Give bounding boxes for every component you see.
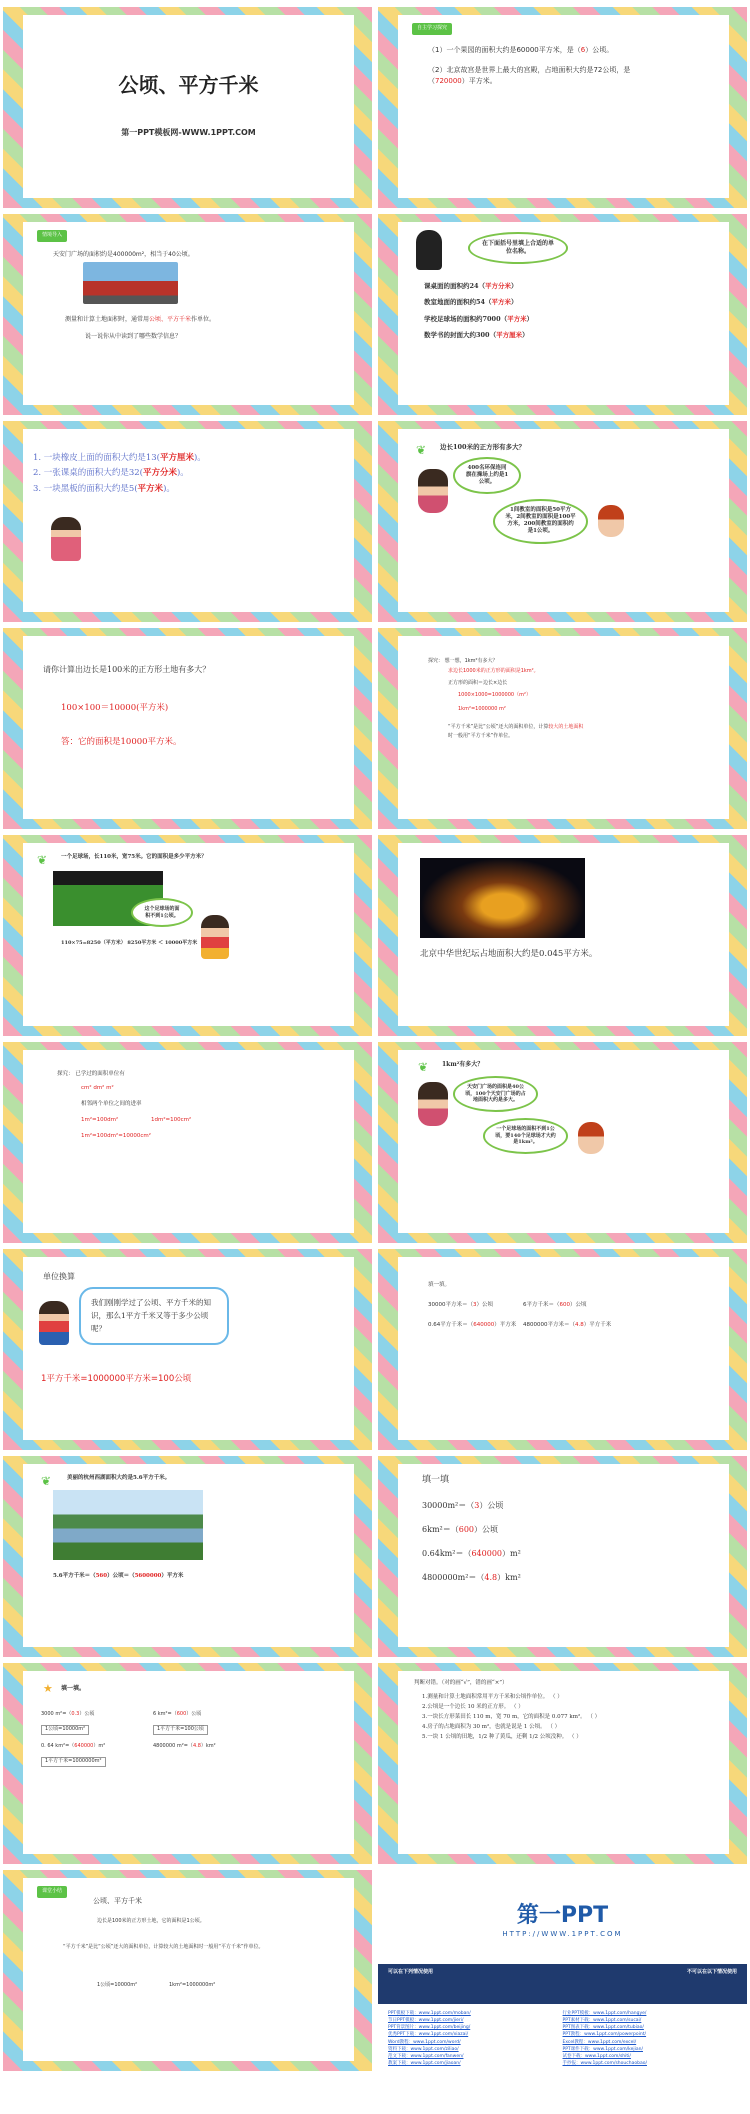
unit-item: 教室地面的面积约54（平方米） xyxy=(424,298,518,307)
rate-1: 1m²=100dm² xyxy=(81,1117,119,1123)
slide-7-content xyxy=(23,636,354,819)
boy-bubble: 一个足球场的面积不到1公顷，要140个足球场才大约是1km²。 xyxy=(483,1118,568,1154)
unit-list xyxy=(424,278,533,343)
speech-bubble: 我们刚刚学过了公顷、平方千米的知识，那么1平方千米又等于多少公顷呢？ xyxy=(79,1287,229,1345)
girl-character xyxy=(201,915,229,959)
slide-14-content xyxy=(398,1257,729,1440)
slide-13-content xyxy=(23,1257,354,1440)
question-1: （1）一个果园的面积大约是60000平方米，是（6）公顷。 xyxy=(428,46,614,54)
slide-12-content xyxy=(398,1050,729,1233)
hint-box: 1公顷=10000m² xyxy=(41,1725,89,1735)
answer: 答：它的面积是10000平方米。 xyxy=(61,737,182,747)
conversion: 5.6平方千米＝（560）公顷＝（5600000）平方米 xyxy=(53,1573,184,1579)
units: cm² dm² m² xyxy=(81,1085,114,1091)
leaf-icon: ❦ xyxy=(418,1060,429,1074)
line-5: 1km²=1000000 m² xyxy=(458,706,506,712)
girl-character xyxy=(51,517,81,561)
summary-4: 1km²=1000000m² xyxy=(169,1982,216,1988)
resource-link[interactable]: 试卷下载：www.1ppt.com/shiti/ xyxy=(562,2053,631,2059)
line-7: 时一般用“平方千米”作单位。 xyxy=(448,733,514,739)
judge-item: 1.测量和计算土地面积常用平方千米和公顷作单位。 （ ） xyxy=(422,1694,563,1700)
leaf-icon: ❦ xyxy=(37,853,48,867)
slide-1[interactable] xyxy=(3,7,372,208)
line-6: “平方千米”是比“公顷”还大的面积单位，计算较大的土地面积 xyxy=(448,724,584,730)
girl-character xyxy=(418,469,448,513)
summary-3: 1公顷=10000m² xyxy=(97,1982,138,1988)
fill-item: 0.64km²＝（640000）m² xyxy=(422,1549,521,1558)
resource-link[interactable]: PPT课件下载：www.1ppt.com/kejian/ xyxy=(562,2046,643,2052)
slide-19[interactable] xyxy=(3,1870,372,2071)
question: 1km²有多大？ xyxy=(442,1061,484,1068)
unit-item: 数学书的封面大约300（平方厘米） xyxy=(424,330,529,339)
hint-box: 1平方千米=100公顷 xyxy=(153,1725,208,1735)
brand-url[interactable]: HTTP://WWW.1PPT.COM xyxy=(502,1930,623,1938)
slide-16[interactable] xyxy=(378,1456,747,1657)
slide-20[interactable] xyxy=(378,1870,747,2071)
slide-title: 美丽的杭州西湖面积大约是5.6平方千米。 xyxy=(67,1475,171,1481)
exercise-item: 1. 一块橡皮上面的面积大约是13(平方厘米)。 xyxy=(33,453,206,463)
leaf-icon: ❦ xyxy=(416,443,427,457)
fill-item: 6 km²=（600）公顷 xyxy=(153,1711,202,1717)
leaf-icon: ❦ xyxy=(41,1474,52,1488)
line-1: 探究： 想一想，1km²有多大？ xyxy=(428,658,498,664)
slide-10[interactable] xyxy=(378,835,747,1036)
slide-6[interactable] xyxy=(378,421,747,622)
slide-4[interactable] xyxy=(378,214,747,415)
slide-1-content xyxy=(23,15,354,198)
exercise-list xyxy=(33,451,206,497)
question: 边长100米的正方形有多大？ xyxy=(440,443,526,451)
calculation: 100×100＝10000(平方米) xyxy=(61,703,169,713)
tiananmen-photo xyxy=(83,262,178,304)
slide-17-content xyxy=(23,1671,354,1854)
slide-15-content xyxy=(23,1464,354,1647)
slide-subtitle: 第一PPT模板网-WWW.1PPT.COM xyxy=(121,128,256,137)
description: 北京中华世纪坛占地面积大约是0.045平方米。 xyxy=(420,949,598,959)
slide-2[interactable] xyxy=(378,7,747,208)
line-2: 求边长1000米的正方形的面积是1km²。 xyxy=(448,668,539,674)
slide-14[interactable] xyxy=(378,1249,747,1450)
slide-title: 单位换算 xyxy=(43,1272,75,1281)
slide-15[interactable] xyxy=(3,1456,372,1657)
slide-title: 公顷、平方千米 xyxy=(118,73,259,97)
fill-item: 4800000平方米＝（4.8）平方千米 xyxy=(523,1322,612,1328)
resource-link[interactable]: 行业PPT模板：www.1ppt.com/hangye/ xyxy=(562,2011,647,2016)
slide-9-content xyxy=(23,843,354,1026)
exercise-item: 3. 一块黑板的面积大约是5(平方米)。 xyxy=(33,483,175,494)
judge-item: 3.一块长方形菜田长 110 m，宽 70 m，它的面积是 0.077 km²。 （ ） xyxy=(422,1713,601,1720)
line-3: 正方形的面积＝边长×边长 xyxy=(448,680,508,686)
summary-2: “平方千米”是比“公顷”还大的面积单位，计算较大的土地面积时一般用“平方千米”作单位。 xyxy=(63,1944,264,1950)
section-tag: 自主学习探究 xyxy=(412,23,452,35)
fill-item: 4800000 m²=（4.8）km² xyxy=(153,1743,216,1749)
fill-item: 6km²＝（600）公顷 xyxy=(422,1525,499,1534)
line-4: 1000×1000=1000000（m²） xyxy=(458,692,531,698)
judge-item: 5.一块 1 公顷的田地，1/2 种了黄瓜，还剩 1/2 公顷没种。 （ ） xyxy=(422,1733,582,1740)
slide-title: 判断对错。（对的画“√”，错的画“×”） xyxy=(414,1680,508,1686)
slide-17[interactable] xyxy=(3,1663,372,1864)
slide-9[interactable] xyxy=(3,835,372,1036)
slide-11[interactable] xyxy=(3,1042,372,1243)
slide-19-content xyxy=(23,1878,354,2061)
resource-link[interactable]: 资料下载：www.1ppt.com/ziliao/ xyxy=(388,2046,459,2052)
west-lake-photo xyxy=(53,1490,203,1560)
slide-10-content xyxy=(398,843,729,1026)
fill-item: 4800000m²＝（4.8）km² xyxy=(422,1573,521,1582)
slide-7[interactable] xyxy=(3,628,372,829)
fill-item: 6平方千米＝（600）公顷 xyxy=(523,1302,587,1308)
slide-6-content xyxy=(398,429,729,612)
judge-item: 4.房子的占地面积为 30 m²，也就是说是 1 公顷。 （ ） xyxy=(422,1723,561,1730)
boy-character xyxy=(598,505,624,537)
rate-2: 1dm²=100cm² xyxy=(151,1117,192,1123)
girl-character xyxy=(418,1082,448,1126)
exercise-item: 2. 一张课桌的面积大约是32(平方分米)。 xyxy=(33,468,189,479)
resource-link[interactable]: 手抄报：www.1ppt.com/shouchaobao/ xyxy=(562,2060,647,2066)
judge-item: 2.公顷是一个边长 10 米的正方形。 （ ） xyxy=(422,1703,524,1710)
fill-item: 0.64平方千米＝（640000）平方米 xyxy=(428,1322,517,1328)
rate-3: 1m²=100dm²=10000cm² xyxy=(81,1133,151,1139)
boy-bubble: 1间教室的面积是50平方米，2间教室的面积是100平方米，200间教室的面积约是1公顷。 xyxy=(493,499,588,544)
girl-bubble: 400名环保连同旗在操场上约是1公顷。 xyxy=(453,457,521,494)
paragraph-2: 测量和计算土地面积时，通常用公顷、平方千米作单位。 xyxy=(65,316,216,323)
slide-title: 填一填。 xyxy=(428,1282,451,1288)
slide-12[interactable] xyxy=(378,1042,747,1243)
line-1: 探究： 已学过的面积单位有 xyxy=(57,1071,125,1077)
resource-link[interactable]: Excel教程：www.1ppt.com/excel/ xyxy=(562,2039,637,2045)
slide-title: 公顷、平方千米 xyxy=(93,1897,142,1905)
slide-3[interactable] xyxy=(3,214,372,415)
judge-list xyxy=(422,1693,721,1742)
fill-item: 0. 64 km²=（640000）m² xyxy=(41,1743,106,1749)
summary-1: 边长是100米的正方形土地，它的面积是1公顷。 xyxy=(97,1918,205,1924)
slide-5-content xyxy=(23,429,354,612)
paragraph-1: 天安门广场的面积约是400000m²，相当于40公顷。 xyxy=(53,251,194,258)
instruction-bubble: 在下面括号里填上合适的单位名称。 xyxy=(468,232,568,264)
resource-link[interactable]: PPT模板下载：www.1ppt.com/moban/ xyxy=(388,2011,471,2016)
section-tag: 情境导入 xyxy=(37,230,67,242)
slide-18[interactable] xyxy=(378,1663,747,1864)
unit-item: 学校足球场的面积约7000（平方米） xyxy=(424,314,534,323)
fill-item: 30000m²＝（3）公顷 xyxy=(422,1501,504,1510)
question: 请你计算出边长是100米的正方形土地有多大？ xyxy=(43,665,211,674)
slide-16-content xyxy=(398,1464,729,1647)
slide-18-content xyxy=(398,1671,729,1854)
unit-item: 课桌面的面积约24（平方分米） xyxy=(424,282,518,290)
conversion-result: 1平方千米=1000000平方米=100公顷 xyxy=(41,1374,192,1384)
resource-link[interactable]: 教案下载：www.1ppt.com/jiaoan/ xyxy=(388,2060,461,2066)
girl-character xyxy=(39,1301,69,1345)
question: 一个足球场，长110米，宽75米。它的面积是多少平方米？ xyxy=(61,854,207,860)
resource-links xyxy=(378,2006,747,2071)
usage-forbidden: 不可以在以下情况使用 xyxy=(686,1969,737,1975)
resource-link[interactable]: 优秀PPT下载：www.1ppt.com/xiazai/ xyxy=(388,2032,469,2038)
teacher-avatar xyxy=(416,230,442,270)
resource-link[interactable]: PPT背景图片：www.1ppt.com/beijing/ xyxy=(388,2025,471,2031)
slide-title: 填一填。 xyxy=(61,1685,86,1692)
question-2: （2）北京故宫是世界上最大的宫殿，占地面积大约是72公顷，是 （720000）平方米。 xyxy=(428,66,631,85)
slide-5[interactable] xyxy=(3,421,372,622)
section-tag: 课堂小结 xyxy=(37,1886,67,1898)
slide-13[interactable] xyxy=(3,1249,372,1450)
slide-3-content xyxy=(23,222,354,405)
girl-bubble: 天安门广场的面积是40公顷，100个天安门广场的占地面积大约是多大。 xyxy=(453,1076,538,1112)
fill-item: 3000 m²=（0.3）公顷 xyxy=(41,1711,95,1717)
line-3: 相邻两个单位之间的进率 xyxy=(81,1101,142,1107)
resource-link[interactable]: 节日PPT模板：www.1ppt.com/jieri/ xyxy=(388,2018,464,2024)
hint-box: 1平方千米=1000000m² xyxy=(41,1757,106,1767)
slide-2-content xyxy=(398,15,729,198)
boy-character xyxy=(578,1122,604,1154)
star-icon: ★ xyxy=(43,1682,53,1695)
slide-4-content xyxy=(398,222,729,405)
paragraph-3: 说一说你从中读到了哪些数学信息？ xyxy=(85,333,182,340)
slide-title: 填一填 xyxy=(422,1475,450,1485)
resource-link[interactable]: PPT教程：www.1ppt.com/powerpoint/ xyxy=(562,2032,647,2038)
slide-8-content xyxy=(398,636,729,819)
slide-11-content xyxy=(23,1050,354,1233)
resource-link[interactable]: 范文下载：www.1ppt.com/fanwen/ xyxy=(388,2053,464,2059)
resource-link[interactable]: PPT素材下载：www.1ppt.com/sucai/ xyxy=(562,2018,642,2024)
slide-8[interactable] xyxy=(378,628,747,829)
usage-allowed: 可以在下列情况使用 xyxy=(388,1969,434,1975)
century-altar-photo xyxy=(420,858,585,938)
resource-link[interactable]: PPT图表下载：www.1ppt.com/tubiao/ xyxy=(562,2025,644,2031)
fill-item: 30000平方米＝（3）公顷 xyxy=(428,1302,494,1308)
resource-link[interactable]: Word教程：www.1ppt.com/word/ xyxy=(388,2039,461,2045)
usage-banner xyxy=(378,1964,747,2004)
brand-logo: 第一PPT xyxy=(516,1903,609,1928)
calculation: 110×75=8250（平方米） 8250平方米 ＜ 10000平方米 xyxy=(61,940,198,946)
speech-bubble: 这个足球场的面积不到1公顷。 xyxy=(131,898,193,927)
